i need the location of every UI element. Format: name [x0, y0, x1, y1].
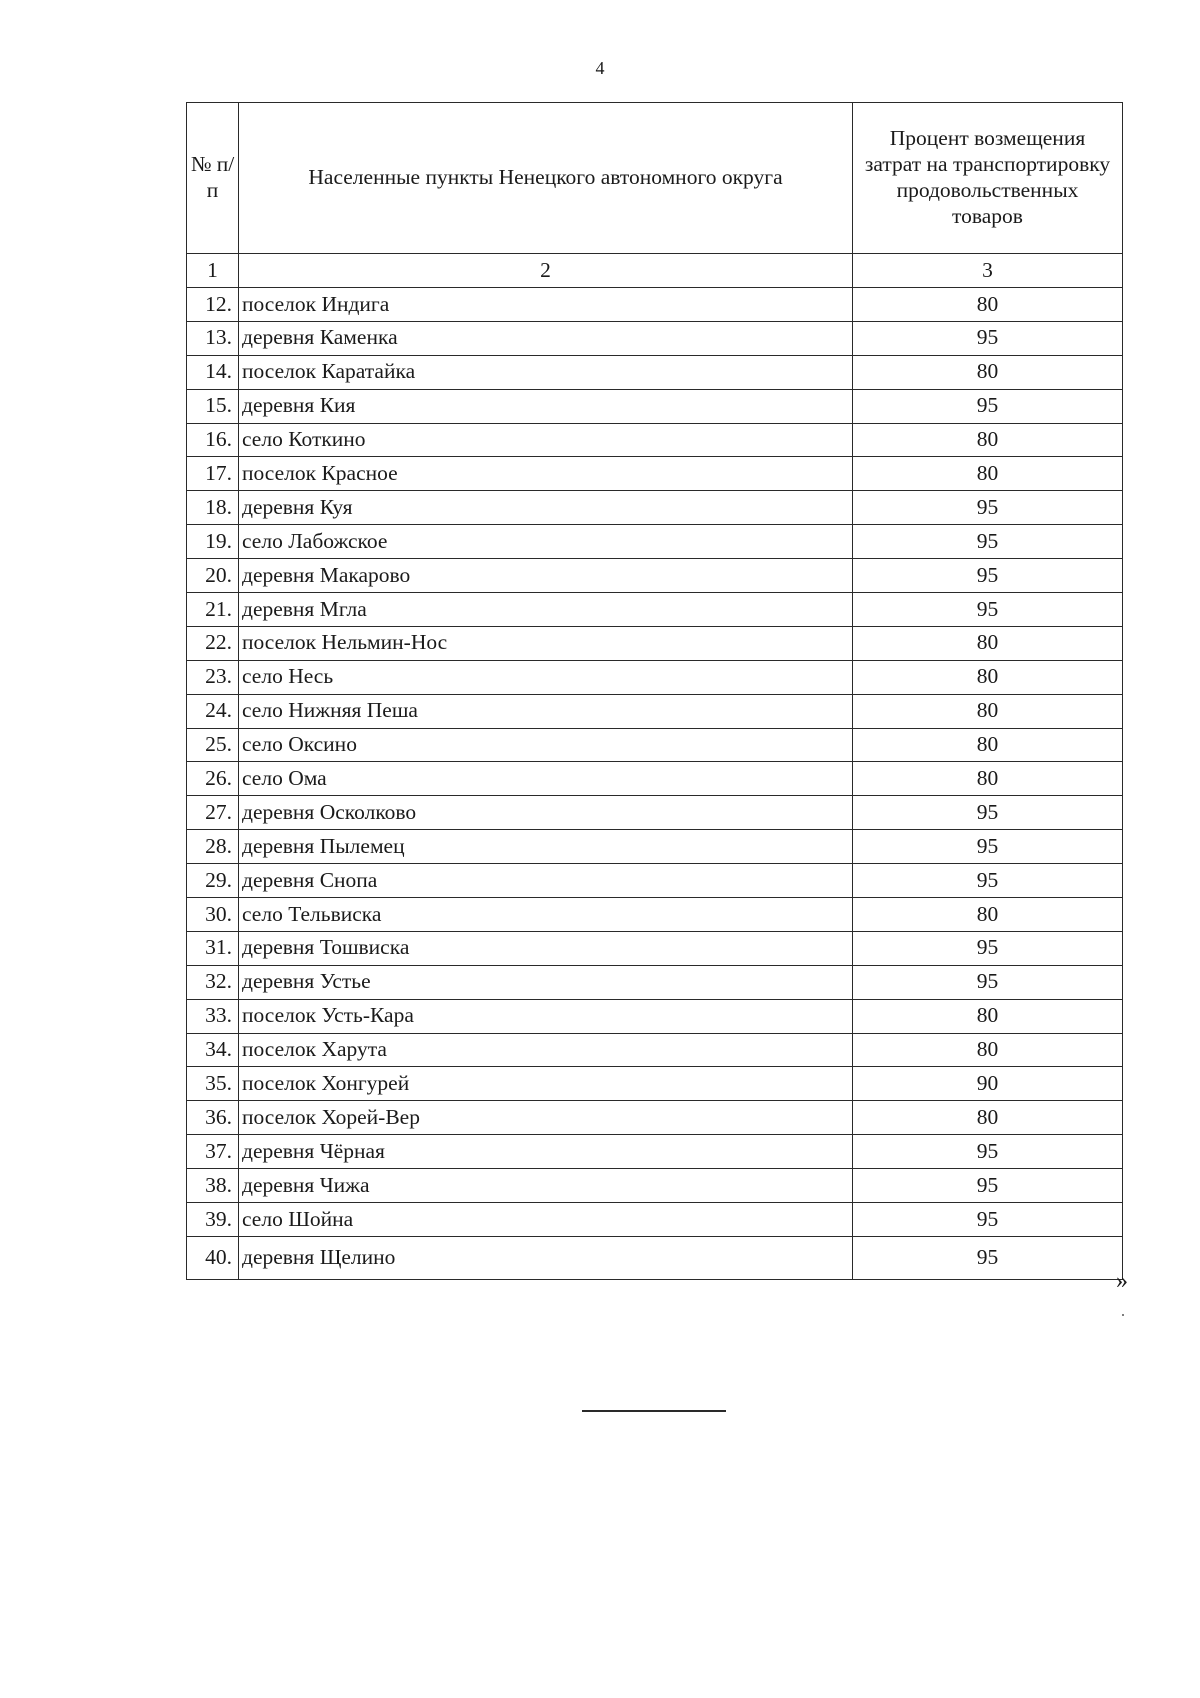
page-number: 4	[595, 58, 605, 78]
row-number: 25.	[187, 728, 239, 762]
reimbursement-percent: 95	[853, 931, 1123, 965]
reimbursement-percent: 95	[853, 830, 1123, 864]
row-number: 32.	[187, 965, 239, 999]
header-settlements: Населенные пункты Ненецкого автономного округа	[239, 103, 853, 254]
scan-speck	[1122, 1314, 1124, 1316]
reimbursement-percent: 80	[853, 898, 1123, 932]
settlement-name: село Лабожское	[239, 525, 853, 559]
settlement-name: поселок Каратайка	[239, 355, 853, 389]
row-number: 16.	[187, 423, 239, 457]
settlement-name: поселок Красное	[239, 457, 853, 491]
table-row	[187, 626, 1123, 660]
settlement-name: село Ома	[239, 762, 853, 796]
table-row	[187, 355, 1123, 389]
table-row	[187, 864, 1123, 898]
settlement-name: село Несь	[239, 660, 853, 694]
row-number: 18.	[187, 491, 239, 525]
settlement-name: село Нижняя Пеша	[239, 694, 853, 728]
row-number: 29.	[187, 864, 239, 898]
table-row	[187, 931, 1123, 965]
settlement-name: село Оксино	[239, 728, 853, 762]
closing-quote-mark: »	[1116, 1268, 1128, 1294]
row-number: 15.	[187, 389, 239, 423]
reimbursement-percent: 80	[853, 1101, 1123, 1135]
table-row	[187, 389, 1123, 423]
settlements-table	[186, 102, 1123, 1280]
settlement-name: поселок Нельмин-Нос	[239, 626, 853, 660]
reimbursement-percent: 95	[853, 864, 1123, 898]
reimbursement-percent: 80	[853, 762, 1123, 796]
row-number: 31.	[187, 931, 239, 965]
settlement-name: деревня Пылемец	[239, 830, 853, 864]
reimbursement-percent: 80	[853, 999, 1123, 1033]
row-number: 23.	[187, 660, 239, 694]
table-header-row	[187, 103, 1123, 254]
row-number: 17.	[187, 457, 239, 491]
table-row	[187, 1101, 1123, 1135]
settlement-name: деревня Мгла	[239, 593, 853, 627]
settlement-name: деревня Тошвиска	[239, 931, 853, 965]
table-row	[187, 999, 1123, 1033]
row-number: 34.	[187, 1033, 239, 1067]
table-row	[187, 491, 1123, 525]
row-number: 38.	[187, 1169, 239, 1203]
table-row	[187, 457, 1123, 491]
table-row	[187, 1135, 1123, 1169]
row-number: 13.	[187, 321, 239, 355]
table-row	[187, 965, 1123, 999]
settlement-name: село Коткино	[239, 423, 853, 457]
row-number: 21.	[187, 593, 239, 627]
column-number-3: 3	[853, 254, 1123, 288]
reimbursement-percent: 95	[853, 559, 1123, 593]
row-number: 26.	[187, 762, 239, 796]
table-row	[187, 796, 1123, 830]
settlement-name: поселок Усть-Кара	[239, 999, 853, 1033]
row-number: 27.	[187, 796, 239, 830]
settlement-name: деревня Чёрная	[239, 1135, 853, 1169]
row-number: 20.	[187, 559, 239, 593]
column-number-2: 2	[239, 254, 853, 288]
settlement-name: село Тельвиска	[239, 898, 853, 932]
settlement-name: деревня Каменка	[239, 321, 853, 355]
reimbursement-percent: 95	[853, 593, 1123, 627]
table-row	[187, 762, 1123, 796]
table-row	[187, 593, 1123, 627]
reimbursement-percent: 80	[853, 626, 1123, 660]
reimbursement-percent: 90	[853, 1067, 1123, 1101]
row-number: 35.	[187, 1067, 239, 1101]
reimbursement-percent: 95	[853, 525, 1123, 559]
reimbursement-percent: 80	[853, 728, 1123, 762]
settlement-name: деревня Куя	[239, 491, 853, 525]
row-number: 40.	[187, 1236, 239, 1279]
end-separator-line	[582, 1410, 726, 1412]
row-number: 19.	[187, 525, 239, 559]
table-row	[187, 1169, 1123, 1203]
table-row	[187, 559, 1123, 593]
reimbursement-percent: 80	[853, 1033, 1123, 1067]
row-number: 24.	[187, 694, 239, 728]
reimbursement-percent: 80	[853, 355, 1123, 389]
settlement-name: поселок Хонгурей	[239, 1067, 853, 1101]
settlement-name: поселок Хорей-Вер	[239, 1101, 853, 1135]
row-number: 33.	[187, 999, 239, 1033]
settlement-name: деревня Щелино	[239, 1236, 853, 1279]
table-row	[187, 321, 1123, 355]
table-row	[187, 1236, 1123, 1279]
settlement-name: деревня Кия	[239, 389, 853, 423]
table-row	[187, 1067, 1123, 1101]
row-number: 37.	[187, 1135, 239, 1169]
row-number: 22.	[187, 626, 239, 660]
column-number-1: 1	[187, 254, 239, 288]
table-row	[187, 728, 1123, 762]
reimbursement-percent: 95	[853, 321, 1123, 355]
settlement-name: деревня Осколково	[239, 796, 853, 830]
reimbursement-percent: 95	[853, 1169, 1123, 1203]
reimbursement-percent: 80	[853, 288, 1123, 322]
row-number: 28.	[187, 830, 239, 864]
table-row	[187, 898, 1123, 932]
reimbursement-percent: 95	[853, 796, 1123, 830]
table-row	[187, 1203, 1123, 1237]
row-number: 36.	[187, 1101, 239, 1135]
table-body	[187, 103, 1123, 1280]
reimbursement-percent: 80	[853, 457, 1123, 491]
settlement-name: поселок Харута	[239, 1033, 853, 1067]
reimbursement-percent: 95	[853, 1236, 1123, 1279]
row-number: 30.	[187, 898, 239, 932]
reimbursement-percent: 80	[853, 660, 1123, 694]
reimbursement-percent: 95	[853, 491, 1123, 525]
settlement-name: село Шойна	[239, 1203, 853, 1237]
table-row	[187, 694, 1123, 728]
settlement-name: поселок Индига	[239, 288, 853, 322]
row-number: 14.	[187, 355, 239, 389]
row-number: 39.	[187, 1203, 239, 1237]
reimbursement-percent: 95	[853, 389, 1123, 423]
table-row	[187, 830, 1123, 864]
table-row	[187, 288, 1123, 322]
settlement-name: деревня Устье	[239, 965, 853, 999]
header-number: № п/п	[187, 103, 239, 254]
reimbursement-percent: 95	[853, 1203, 1123, 1237]
settlement-name: деревня Чижа	[239, 1169, 853, 1203]
reimbursement-percent: 80	[853, 694, 1123, 728]
row-number: 12.	[187, 288, 239, 322]
table-row	[187, 525, 1123, 559]
settlement-name: деревня Снопа	[239, 864, 853, 898]
header-percent: Процент возмещения затрат на транспортировку продовольственных товаров	[853, 103, 1123, 254]
table-row	[187, 423, 1123, 457]
table-row	[187, 1033, 1123, 1067]
reimbursement-percent: 80	[853, 423, 1123, 457]
table-row	[187, 660, 1123, 694]
reimbursement-percent: 95	[853, 965, 1123, 999]
settlement-name: деревня Макарово	[239, 559, 853, 593]
column-numbers-row	[187, 254, 1123, 288]
reimbursement-percent: 95	[853, 1135, 1123, 1169]
